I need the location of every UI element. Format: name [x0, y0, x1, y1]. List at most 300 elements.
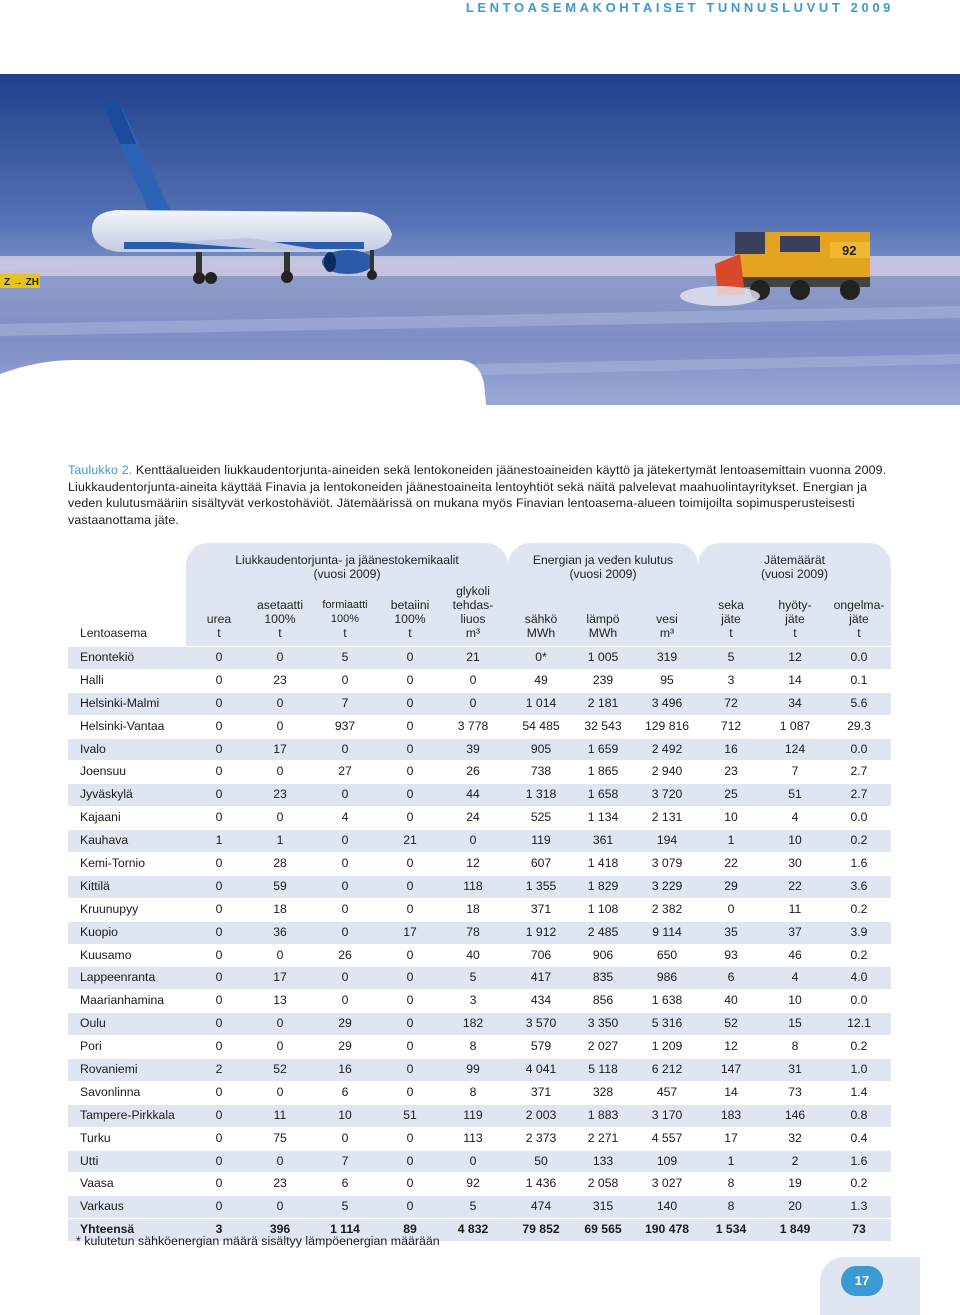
- cell-formate: 937: [334, 718, 356, 733]
- cell-betaine: 0: [406, 1153, 414, 1168]
- cell-water: 457: [656, 1084, 678, 1099]
- cell-heat: 1 883: [587, 1107, 619, 1122]
- cell-urea: 0: [215, 1130, 223, 1145]
- cell-acetate: 0: [276, 695, 284, 710]
- running-title: LENTOASEMAKOHTAISET TUNNUSLUVUT 2009: [465, 0, 894, 15]
- cell-acetate: 0: [276, 650, 284, 664]
- cell-urea: 0: [215, 741, 223, 756]
- cell-airport: Jyväskylä: [80, 787, 133, 802]
- cell-betaine: 0: [406, 1199, 414, 1214]
- table-row: [68, 1036, 891, 1059]
- cell-water: 3 027: [651, 1176, 683, 1191]
- cell-hazardous-waste: 4.0: [850, 970, 868, 985]
- cell-formate: 16: [338, 1062, 352, 1077]
- cell-water: 109: [656, 1153, 678, 1168]
- cell-formate: 4: [341, 810, 349, 825]
- cell-formate: 0: [341, 833, 349, 848]
- cell-recyclable-waste: 20: [788, 1199, 802, 1214]
- cell-hazardous-waste: 2.7: [850, 764, 868, 779]
- cell-mixed-waste: 23: [724, 764, 738, 779]
- cell-airport: Kruunupyy: [80, 901, 139, 916]
- cell-electricity: 1 318: [525, 787, 557, 802]
- cell-mixed-waste: 12: [724, 1039, 738, 1054]
- cell-formate: 0: [341, 970, 349, 985]
- cell-acetate: 0: [276, 1016, 284, 1031]
- cell-heat: 835: [592, 970, 614, 985]
- cell-water: 95: [660, 672, 674, 687]
- cell-hazardous-waste: 0.2: [850, 833, 868, 848]
- cell-electricity: 474: [530, 1199, 552, 1214]
- cell-heat: 1 659: [587, 741, 619, 756]
- table-row: [68, 693, 891, 716]
- cell-urea: 0: [215, 1084, 223, 1099]
- cell-glycol: 119: [463, 1107, 483, 1122]
- cell-water: 9 114: [652, 924, 682, 939]
- cell-mixed-waste: 93: [724, 947, 738, 962]
- cell-glycol: 118: [463, 878, 483, 893]
- cell-betaine: 0: [406, 878, 414, 893]
- cell-acetate: 59: [273, 878, 287, 893]
- table-caption: [68, 462, 891, 528]
- table-row: [68, 1105, 891, 1128]
- cell-airport: Kuopio: [80, 924, 118, 939]
- cell-mixed-waste: 5: [727, 650, 735, 664]
- column-header-line: sähkö: [524, 612, 558, 626]
- cell-electricity: 0*: [535, 650, 547, 664]
- table-row: [68, 967, 891, 990]
- cell-formate: 0: [341, 924, 349, 939]
- table-row: [68, 922, 891, 945]
- cell-hazardous-waste: 0.2: [850, 1039, 868, 1054]
- cell-glycol: 99: [466, 1062, 480, 1077]
- cell-urea: 0: [215, 993, 223, 1008]
- cell-recyclable-waste: 51: [788, 787, 802, 802]
- table-row: [68, 716, 891, 739]
- cell-water: 129 816: [644, 718, 690, 733]
- cell-hazardous-waste: 5.6: [850, 695, 868, 710]
- cell-acetate: 0: [276, 947, 284, 962]
- cell-airport: Oulu: [80, 1016, 106, 1031]
- cell-glycol: 3: [469, 993, 477, 1008]
- cell-airport: Enontekiö: [80, 650, 135, 664]
- cell-glycol: 12: [466, 856, 480, 871]
- cell-water: 2 940: [651, 764, 683, 779]
- table-row: [68, 739, 891, 762]
- table-row: [68, 899, 891, 922]
- cell-formate: 29: [338, 1039, 352, 1054]
- cell-heat: 3 350: [587, 1016, 619, 1031]
- cell-glycol: 5: [469, 1199, 477, 1214]
- cell-urea: 0: [215, 787, 223, 802]
- cell-recyclable-waste: 11: [788, 901, 802, 916]
- cell-betaine: 0: [406, 993, 414, 1008]
- cell-hazardous-waste: 0.0: [850, 650, 868, 664]
- cell-glycol: 92: [466, 1176, 480, 1191]
- column-header-recyclable-waste: [761, 598, 829, 640]
- cell-water: 2 131: [651, 810, 683, 825]
- cell-heat: 2 027: [587, 1039, 619, 1054]
- column-header-line: t: [217, 626, 221, 640]
- cell-airport: Kemi-Tornio: [80, 856, 146, 871]
- cell-airport: Turku: [80, 1130, 111, 1145]
- cell-urea: 0: [215, 650, 223, 664]
- cell-hazardous-waste: 1.6: [850, 1153, 868, 1168]
- cell-urea: 0: [215, 1016, 223, 1031]
- cell-acetate: 18: [273, 901, 287, 916]
- cell-heat: 69 565: [584, 1222, 622, 1237]
- cell-mixed-waste: 35: [724, 924, 738, 939]
- table-row: [68, 990, 891, 1013]
- cell-acetate: 0: [276, 1039, 284, 1054]
- cell-airport: Kauhava: [80, 833, 129, 848]
- cell-mixed-waste: 1 534: [715, 1222, 747, 1237]
- cell-electricity: 4 041: [525, 1062, 557, 1077]
- cell-heat: 2 181: [587, 695, 619, 710]
- column-header-line: glykoli: [456, 584, 490, 598]
- group-energy: Energian ja veden kulutus (vuosi 2009): [532, 553, 674, 581]
- cell-recyclable-waste: 124: [784, 741, 806, 756]
- cell-acetate: 0: [276, 1199, 284, 1214]
- column-header-line: MWh: [588, 626, 618, 640]
- table-row: [68, 853, 891, 876]
- table-row: [68, 1151, 891, 1174]
- column-header-line: Lentoasema: [80, 626, 148, 640]
- column-header-line: asetaatti: [256, 598, 304, 612]
- cell-airport: Vaasa: [80, 1176, 114, 1191]
- column-header-formate: [311, 598, 379, 640]
- table-row: [68, 1082, 891, 1105]
- cell-recyclable-waste: 2: [791, 1153, 799, 1168]
- cell-electricity: 1 014: [525, 695, 557, 710]
- cell-acetate: 0: [276, 810, 284, 825]
- cell-electricity: 3 570: [525, 1016, 557, 1031]
- cell-mixed-waste: 183: [720, 1107, 742, 1122]
- column-header-line: 100%: [264, 612, 296, 626]
- cell-heat: 133: [592, 1153, 614, 1168]
- cell-urea: 0: [215, 695, 223, 710]
- cell-mixed-waste: 17: [724, 1130, 738, 1145]
- column-header-line: MWh: [526, 626, 556, 640]
- cell-glycol: 0: [469, 695, 477, 710]
- table-row: [68, 1013, 891, 1036]
- cell-water: 3 496: [651, 695, 683, 710]
- svg-text:92: 92: [842, 243, 857, 258]
- cell-urea: 0: [215, 924, 223, 939]
- cell-glycol: 8: [469, 1039, 477, 1054]
- cell-urea: 0: [215, 672, 223, 687]
- cell-heat: 239: [592, 672, 614, 687]
- cell-recyclable-waste: 1 849: [779, 1222, 811, 1237]
- cell-betaine: 0: [406, 1084, 414, 1099]
- table-row: [68, 1059, 891, 1082]
- cell-betaine: 0: [406, 1062, 414, 1077]
- cell-airport: Maarianhamina: [80, 993, 165, 1008]
- cell-electricity: 417: [530, 970, 552, 985]
- cell-acetate: 0: [276, 1153, 284, 1168]
- cell-hazardous-waste: 2.7: [850, 787, 868, 802]
- cell-electricity: 1 355: [525, 878, 557, 893]
- cell-betaine: 0: [406, 1176, 414, 1191]
- cell-urea: 2: [215, 1062, 223, 1077]
- cell-mixed-waste: 40: [724, 993, 738, 1008]
- cell-betaine: 0: [406, 718, 414, 733]
- cell-water: 2 492: [651, 741, 683, 756]
- cell-recyclable-waste: 37: [788, 924, 802, 939]
- cell-electricity: 371: [530, 901, 552, 916]
- cell-urea: 0: [215, 1153, 223, 1168]
- cell-urea: 0: [215, 1176, 223, 1191]
- cell-formate: 27: [338, 764, 352, 779]
- cell-betaine: 0: [406, 856, 414, 871]
- cell-hazardous-waste: 1.3: [850, 1199, 868, 1214]
- cell-heat: 5 118: [588, 1062, 618, 1077]
- cell-recyclable-waste: 14: [788, 672, 802, 687]
- cell-betaine: 0: [406, 650, 414, 664]
- cell-water: 6 212: [651, 1062, 683, 1077]
- cell-electricity: 50: [534, 1153, 548, 1168]
- cell-electricity: 79 852: [522, 1222, 560, 1237]
- data-table: [68, 543, 891, 1237]
- cell-betaine: 0: [406, 810, 414, 825]
- cell-betaine: 0: [406, 672, 414, 687]
- cell-glycol: 113: [463, 1130, 483, 1145]
- cell-urea: 0: [215, 1039, 223, 1054]
- cell-mixed-waste: 1: [727, 1153, 735, 1168]
- cell-mixed-waste: 52: [724, 1016, 738, 1031]
- column-header-line: t: [278, 626, 282, 640]
- cell-electricity: 706: [530, 947, 552, 962]
- column-header-line: t: [857, 626, 861, 640]
- cell-formate: 0: [341, 993, 349, 1008]
- cell-urea: 0: [215, 810, 223, 825]
- cell-airport: Kuusamo: [80, 947, 132, 962]
- cell-formate: 1 114: [330, 1222, 360, 1237]
- cell-water: 3 720: [651, 787, 683, 802]
- cell-heat: 361: [592, 833, 614, 848]
- cell-urea: 3: [215, 1222, 223, 1237]
- cell-betaine: 0: [406, 764, 414, 779]
- page-number: 17: [841, 1266, 883, 1296]
- cell-urea: 0: [215, 947, 223, 962]
- cell-acetate: 36: [273, 924, 287, 939]
- column-header-line: 100%: [330, 613, 360, 625]
- cell-urea: 0: [215, 764, 223, 779]
- cell-acetate: 0: [276, 764, 284, 779]
- cell-heat: 328: [592, 1084, 614, 1099]
- cell-water: 4 557: [651, 1130, 683, 1145]
- cell-acetate: 75: [273, 1130, 287, 1145]
- cell-glycol: 78: [466, 924, 480, 939]
- cell-betaine: 0: [406, 947, 414, 962]
- cell-airport: Halli: [80, 672, 104, 687]
- table-row: [68, 876, 891, 899]
- cell-glycol: 0: [469, 1153, 477, 1168]
- footnote: * kulutetun sähköenergian määrä sisältyy lämpöenergian määrään: [76, 1234, 440, 1248]
- cell-heat: 315: [592, 1199, 614, 1214]
- column-header-line: vesi: [656, 612, 678, 626]
- cell-hazardous-waste: 1.4: [850, 1084, 868, 1099]
- cell-heat: 1 658: [587, 787, 619, 802]
- cell-mixed-waste: 16: [724, 741, 738, 756]
- cell-glycol: 4 832: [457, 1222, 489, 1237]
- column-header-line: liuos: [460, 612, 486, 626]
- cell-acetate: 1: [276, 833, 284, 848]
- cell-heat: 1 829: [587, 878, 619, 893]
- table-row: [68, 1196, 891, 1219]
- group-waste: Jätemäärät (vuosi 2009): [760, 553, 829, 581]
- cell-electricity: 371: [530, 1084, 552, 1099]
- cell-hazardous-waste: 0.0: [850, 993, 868, 1008]
- cell-urea: 0: [215, 718, 223, 733]
- cell-water: 1 209: [651, 1039, 683, 1054]
- cell-urea: 0: [215, 856, 223, 871]
- cell-recyclable-waste: 4: [791, 970, 799, 985]
- cell-formate: 0: [341, 787, 349, 802]
- table-row: [68, 784, 891, 807]
- cell-heat: 1 418: [587, 856, 619, 871]
- cell-airport: Kittilä: [80, 878, 110, 893]
- column-header-line: jäte: [721, 612, 741, 626]
- cell-hazardous-waste: 73: [852, 1222, 866, 1237]
- cell-urea: 1: [215, 833, 223, 848]
- cell-formate: 0: [341, 901, 349, 916]
- cell-airport: Ivalo: [80, 741, 106, 756]
- column-header-line: m³: [659, 626, 675, 640]
- cell-hazardous-waste: 0.2: [850, 901, 868, 916]
- column-header-line: 100%: [394, 612, 426, 626]
- cell-recyclable-waste: 34: [788, 695, 802, 710]
- cell-betaine: 0: [406, 1016, 414, 1031]
- cell-acetate: 0: [276, 1084, 284, 1099]
- caption-text: Liukkaudentorjunta-aineita käyttää Finavia ja lentokoneiden jäänestoaineita lentoyhtiöt sekä näitä palvelevat maahuolintayritykset. Energian ja veden kulutusmääriin sisältyvät verkostohäviöt. Jätemäärissä on mukana myös Finavian lentoasema-alueen toimijoilta sopimusperusteisesti vastaanottama jäte.: [68, 479, 868, 527]
- column-header-electricity: [507, 612, 575, 640]
- cell-water: 3 079: [651, 856, 683, 871]
- cell-water: 3 229: [651, 878, 683, 893]
- cell-electricity: 738: [530, 764, 552, 779]
- table-row: [68, 807, 891, 830]
- cell-airport: Helsinki-Vantaa: [80, 718, 165, 733]
- cell-glycol: 40: [466, 947, 480, 962]
- cell-mixed-waste: 29: [724, 878, 738, 893]
- cell-hazardous-waste: 12.1: [847, 1016, 871, 1031]
- column-header-line: betaiini: [390, 598, 430, 612]
- cell-hazardous-waste: 0.4: [850, 1130, 868, 1145]
- cell-formate: 0: [341, 1130, 349, 1145]
- cell-airport: Pori: [80, 1039, 102, 1054]
- column-header-heat: [569, 612, 637, 640]
- cell-water: 190 478: [644, 1222, 690, 1237]
- cell-betaine: 21: [403, 833, 417, 848]
- cell-formate: 6: [341, 1176, 349, 1191]
- cell-heat: 1 865: [587, 764, 619, 779]
- cell-recyclable-waste: 30: [788, 856, 802, 871]
- cell-water: 319: [656, 650, 678, 664]
- cell-mixed-waste: 0: [727, 901, 735, 916]
- column-header-hazardous-waste: [825, 598, 893, 640]
- cell-water: 1 638: [651, 993, 683, 1008]
- column-header-line: ongelma-: [833, 598, 885, 612]
- cell-heat: 1 108: [587, 901, 619, 916]
- cell-urea: 0: [215, 1199, 223, 1214]
- table-body: [68, 647, 891, 1242]
- cell-airport: Joensuu: [80, 764, 127, 779]
- cell-airport: Kajaani: [80, 810, 121, 825]
- cell-mixed-waste: 8: [727, 1176, 735, 1191]
- cell-hazardous-waste: 0.0: [850, 810, 868, 825]
- column-header-line: t: [343, 626, 347, 640]
- cell-heat: 1 134: [587, 810, 619, 825]
- cell-betaine: 0: [406, 901, 414, 916]
- cell-acetate: 13: [273, 993, 287, 1008]
- cell-heat: 1 005: [587, 650, 619, 664]
- column-header-betaine: [376, 598, 444, 640]
- cell-hazardous-waste: 0.8: [850, 1107, 868, 1122]
- cell-mixed-waste: 25: [724, 787, 738, 802]
- cell-electricity: 607: [530, 856, 552, 871]
- cell-hazardous-waste: 1.6: [850, 856, 868, 871]
- cell-recyclable-waste: 12: [788, 650, 802, 664]
- cell-betaine: 17: [403, 924, 417, 939]
- cell-heat: 856: [592, 993, 614, 1008]
- cell-hazardous-waste: 0.2: [850, 1176, 868, 1191]
- cell-hazardous-waste: 3.9: [850, 924, 868, 939]
- cell-acetate: 396: [269, 1222, 291, 1237]
- cell-airport: Utti: [80, 1153, 99, 1168]
- cell-electricity: 525: [530, 810, 552, 825]
- cell-hazardous-waste: 29.3: [847, 718, 871, 733]
- cell-mixed-waste: 10: [724, 810, 738, 825]
- column-header-line: lämpö: [586, 612, 620, 626]
- cell-glycol: 24: [466, 810, 480, 825]
- cell-betaine: 0: [406, 1039, 414, 1054]
- cell-acetate: 23: [273, 787, 287, 802]
- cell-water: 194: [656, 833, 678, 848]
- cell-heat: 906: [592, 947, 614, 962]
- cell-formate: 0: [341, 856, 349, 871]
- cell-mixed-waste: 3: [727, 672, 735, 687]
- column-header-mixed-waste: [697, 598, 765, 640]
- cell-mixed-waste: 712: [720, 718, 742, 733]
- table-row: [68, 1173, 891, 1196]
- cell-heat: 2 058: [587, 1176, 619, 1191]
- cell-formate: 10: [338, 1107, 352, 1122]
- cell-hazardous-waste: 0.0: [850, 741, 868, 756]
- cell-water: 986: [656, 970, 678, 985]
- cell-hazardous-waste: 0.2: [850, 947, 868, 962]
- cell-acetate: 23: [273, 1176, 287, 1191]
- cell-mixed-waste: 22: [724, 856, 738, 871]
- cell-glycol: 39: [466, 741, 480, 756]
- cell-formate: 5: [341, 1199, 349, 1214]
- table-row: [68, 830, 891, 853]
- column-header-line: m³: [465, 626, 481, 640]
- cell-acetate: 28: [273, 856, 287, 871]
- cell-electricity: 1 436: [525, 1176, 557, 1191]
- cell-recyclable-waste: 146: [784, 1107, 806, 1122]
- cell-electricity: 119: [531, 833, 551, 848]
- cell-urea: 0: [215, 878, 223, 893]
- cell-acetate: 17: [273, 970, 287, 985]
- cell-electricity: 54 485: [522, 718, 560, 733]
- cell-betaine: 0: [406, 970, 414, 985]
- column-header-glycol: [439, 584, 507, 640]
- cell-glycol: 18: [466, 901, 480, 916]
- cell-glycol: 21: [466, 650, 480, 664]
- column-header-line: tehdas-: [452, 598, 494, 612]
- cell-betaine: 89: [403, 1222, 417, 1237]
- cell-glycol: 182: [462, 1016, 484, 1031]
- column-header-acetate: [246, 598, 314, 640]
